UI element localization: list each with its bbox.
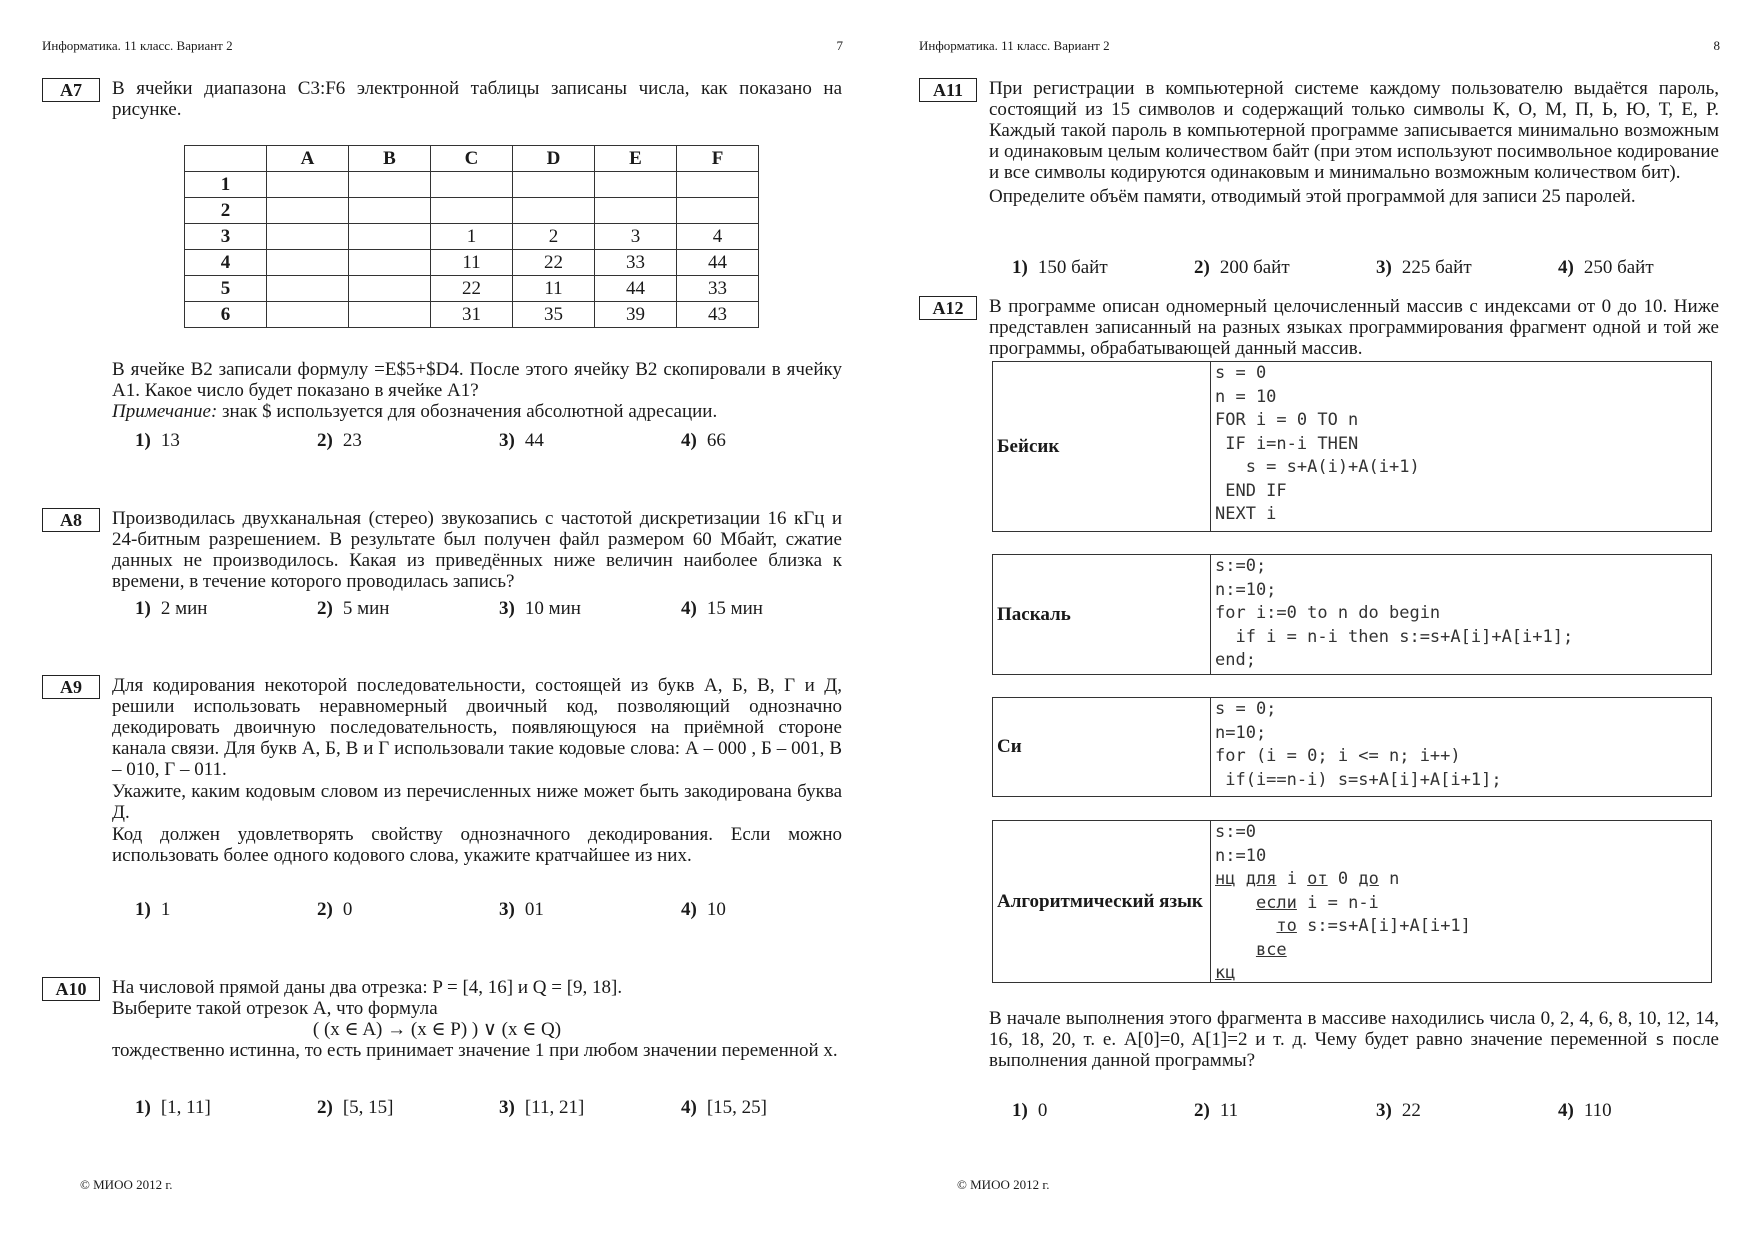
spreadsheet-row bbox=[185, 198, 759, 224]
program-language-label: Алгоритмический язык bbox=[993, 821, 1211, 982]
column-header: A bbox=[267, 146, 349, 172]
spreadsheet-cell bbox=[595, 198, 677, 224]
spreadsheet-cell: 11 bbox=[431, 250, 513, 276]
answers-a7 bbox=[135, 430, 863, 452]
question-a9-p1: Для кодирования некоторой последовательности, состоящей из букв А, Б, В, Г и Д, решили использовать неравномерный двоичный код, позволяющий однозначно декодировать двоичную последовательность, появляющуюся на приёмной стороне канала связи. Для букв А, Б, В и Г использовали такие кодовые слова: А – 000 , Б – 001, В – 010, Г – 011. bbox=[112, 675, 842, 780]
answer-number: 1) bbox=[135, 598, 151, 619]
code-text: i bbox=[1276, 869, 1308, 889]
program-algorithmic bbox=[992, 820, 1712, 983]
question-a9-text bbox=[112, 675, 842, 866]
code-keyword: все bbox=[1255, 939, 1287, 960]
answer-value: 22 bbox=[1401, 1100, 1421, 1121]
question-label-a10: А10 bbox=[42, 977, 100, 1001]
answer-value: [5, 15] bbox=[342, 1097, 394, 1118]
answers-a8 bbox=[135, 598, 863, 620]
question-a7-formula-text: В ячейке B2 записали формулу =E$5+$D4. После этого ячейку B2 скопировали в ячейку A1. Какое число будет показано в ячейке A1? bbox=[112, 359, 842, 401]
spreadsheet-cell bbox=[349, 198, 431, 224]
question-a10-p2: Выберите такой отрезок A, что формула bbox=[112, 998, 438, 1019]
code-text: 0 bbox=[1327, 869, 1359, 889]
spreadsheet-cell bbox=[431, 198, 513, 224]
spreadsheet-cell bbox=[267, 198, 349, 224]
row-header: 5 bbox=[185, 276, 267, 302]
column-header: B bbox=[349, 146, 431, 172]
code-keyword: кц bbox=[1215, 963, 1236, 983]
spreadsheet-row bbox=[185, 250, 759, 276]
page-footer: © МИОО 2012 г. bbox=[80, 1177, 173, 1192]
answer-option bbox=[135, 1097, 317, 1119]
spreadsheet-cell bbox=[349, 276, 431, 302]
answer-value: 110 bbox=[1583, 1100, 1612, 1121]
answer-value: 13 bbox=[160, 430, 180, 451]
answer-option bbox=[1194, 257, 1376, 279]
row-header: 6 bbox=[185, 302, 267, 328]
question-a7-note bbox=[112, 401, 842, 422]
answer-number: 1) bbox=[1012, 1100, 1028, 1121]
code-keyword: нц bbox=[1215, 869, 1236, 889]
question-label-a8: А8 bbox=[42, 508, 100, 532]
question-a11-p2: Определите объём памяти, отводимый этой программой для записи 25 паролей. bbox=[989, 186, 1636, 207]
code-keyword: от bbox=[1307, 869, 1328, 889]
spreadsheet-cell bbox=[349, 172, 431, 198]
answer-number: 4) bbox=[681, 598, 697, 619]
code-line bbox=[1215, 915, 1471, 939]
code-text: i = n-i bbox=[1296, 892, 1379, 913]
spreadsheet-cell: 11 bbox=[513, 276, 595, 302]
program-pascal bbox=[992, 554, 1712, 675]
answer-option bbox=[317, 1097, 499, 1119]
followup-text-end: после выполнения данной программы? bbox=[989, 1029, 1719, 1071]
program-code: s = 0; n=10; for (i = 0; i <= n; i++) if(i==n-i) s=s+A[i]+A[i+1]; bbox=[1215, 699, 1502, 790]
code-keyword: до bbox=[1358, 869, 1379, 889]
answer-value: 225 байт bbox=[1401, 257, 1472, 278]
answer-option bbox=[135, 598, 317, 620]
answer-option bbox=[499, 1097, 681, 1119]
question-a12-followup bbox=[989, 1008, 1719, 1071]
answer-number: 2) bbox=[317, 1097, 333, 1118]
answer-number: 4) bbox=[681, 430, 697, 451]
answer-value: 15 мин bbox=[706, 598, 763, 619]
spreadsheet-header-row bbox=[185, 146, 759, 172]
question-a7-condition bbox=[112, 359, 842, 422]
header-page-number: 7 bbox=[836, 38, 843, 53]
question-a9-p2: Укажите, каким кодовым словом из перечисленных ниже может быть закодирована буква Д. bbox=[112, 781, 842, 823]
question-a7-text: В ячейки диапазона C3:F6 электронной таблицы записаны числа, как показано на рисунке. bbox=[112, 78, 842, 120]
code-keyword: если bbox=[1255, 892, 1297, 913]
spreadsheet-cell bbox=[349, 250, 431, 276]
answer-option bbox=[317, 899, 499, 921]
code-line bbox=[1215, 845, 1471, 869]
spreadsheet-cell bbox=[431, 172, 513, 198]
spreadsheet-cell bbox=[595, 172, 677, 198]
answer-value: 66 bbox=[706, 430, 726, 451]
spreadsheet-cell: 3 bbox=[595, 224, 677, 250]
question-a10-text bbox=[112, 977, 842, 1061]
code-text bbox=[1215, 916, 1276, 936]
code-keyword: для bbox=[1245, 869, 1277, 889]
answers-a12 bbox=[1012, 1100, 1740, 1122]
code-line bbox=[1215, 939, 1471, 963]
answer-number: 1) bbox=[135, 1097, 151, 1118]
answers-a10 bbox=[135, 1097, 863, 1119]
answer-option bbox=[135, 430, 317, 452]
answer-value: 1 bbox=[160, 899, 171, 920]
answer-value: 150 байт bbox=[1037, 257, 1108, 278]
code-text bbox=[1235, 869, 1245, 889]
question-a9-p3: Код должен удовлетворять свойству однозначного декодирования. Если можно использовать более одного кодового слова, укажите кратчайшее из них. bbox=[112, 824, 842, 866]
question-a10-formula: ( (x ∈ A) → (x ∈ P) ) ∨ (x ∈ Q) bbox=[312, 1019, 562, 1040]
spreadsheet-cell: 43 bbox=[677, 302, 759, 328]
row-header: 3 bbox=[185, 224, 267, 250]
answer-option bbox=[1558, 257, 1740, 279]
program-basic bbox=[992, 361, 1712, 532]
note-text: знак $ используется для обозначения абсолютной адресации. bbox=[217, 401, 718, 422]
answer-number: 3) bbox=[499, 430, 515, 451]
answer-value: [11, 21] bbox=[524, 1097, 585, 1118]
answer-number: 4) bbox=[681, 1097, 697, 1118]
spreadsheet-cell: 31 bbox=[431, 302, 513, 328]
column-header: F bbox=[677, 146, 759, 172]
answer-value: 23 bbox=[342, 430, 362, 451]
answer-number: 2) bbox=[317, 899, 333, 920]
answer-option bbox=[499, 899, 681, 921]
header-title: Информатика. 11 класс. Вариант 2 bbox=[42, 38, 233, 53]
answer-number: 4) bbox=[681, 899, 697, 920]
answer-value: 01 bbox=[524, 899, 544, 920]
column-header bbox=[185, 146, 267, 172]
spreadsheet-cell: 22 bbox=[513, 250, 595, 276]
header-title: Информатика. 11 класс. Вариант 2 bbox=[919, 38, 1110, 53]
spreadsheet-cell bbox=[267, 250, 349, 276]
question-a11-p1: При регистрации в компьютерной системе каждому пользователю выдаётся пароль, состоящий из 15 символов и содержащий только символы К, О, М, П, Ь, Ю, Т, Е, Р. Каждый такой пароль в компьютерной программе записывается минимально возможным и одинаковым целым количеством байт (при этом используют посимвольное кодирование и все символы кодируются одинаковым и минимально возможным количеством бит). bbox=[989, 78, 1719, 183]
answer-number: 3) bbox=[499, 899, 515, 920]
answer-value: 0 bbox=[1037, 1100, 1048, 1121]
spreadsheet-cell bbox=[677, 198, 759, 224]
code-text bbox=[1215, 940, 1256, 960]
spreadsheet-cell bbox=[267, 224, 349, 250]
answer-option bbox=[499, 430, 681, 452]
program-language-label: Паскаль bbox=[993, 555, 1211, 674]
question-label-a12: А12 bbox=[919, 296, 977, 320]
spreadsheet-row bbox=[185, 302, 759, 328]
answer-value: 200 байт bbox=[1219, 257, 1290, 278]
code-line bbox=[1215, 821, 1471, 845]
followup-text: В начале выполнения этого фрагмента в массиве находились числа 0, 2, 4, 6, 8, 10, 12, 14, 16, 18, 20, т. е. A[0]=0, A[1]=2 и т. д. Чему будет равно значение переменной bbox=[989, 1008, 1719, 1050]
answer-number: 2) bbox=[317, 598, 333, 619]
spreadsheet-table bbox=[184, 145, 759, 328]
program-code bbox=[1211, 821, 1475, 982]
spreadsheet-row bbox=[185, 276, 759, 302]
answer-number: 2) bbox=[317, 430, 333, 451]
answer-option bbox=[317, 430, 499, 452]
answer-option bbox=[1558, 1100, 1740, 1122]
spreadsheet-row bbox=[185, 224, 759, 250]
spreadsheet-cell bbox=[267, 302, 349, 328]
note-label: Примечание: bbox=[112, 401, 218, 422]
column-header: D bbox=[513, 146, 595, 172]
answer-value: 250 байт bbox=[1583, 257, 1654, 278]
question-a10-p3: тождественно истинна, то есть принимает значение 1 при любом значении переменной х. bbox=[112, 1040, 838, 1061]
answer-option bbox=[135, 899, 317, 921]
right-page bbox=[877, 0, 1754, 1239]
answer-value: [1, 11] bbox=[160, 1097, 211, 1118]
variable-name: s bbox=[1655, 1030, 1665, 1049]
page-header bbox=[919, 38, 1724, 54]
spreadsheet-cell: 33 bbox=[595, 250, 677, 276]
answer-number: 3) bbox=[499, 598, 515, 619]
answer-value: 5 мин bbox=[342, 598, 390, 619]
column-header: C bbox=[431, 146, 513, 172]
code-line bbox=[1215, 892, 1471, 916]
row-header: 1 bbox=[185, 172, 267, 198]
answer-number: 3) bbox=[1376, 257, 1392, 278]
spreadsheet-cell: 2 bbox=[513, 224, 595, 250]
row-header: 2 bbox=[185, 198, 267, 224]
question-a8-text: Производилась двухканальная (стерео) звукозапись с частотой дискретизации 16 кГц и 24-битным разрешением. В результате был получен файл размером 60 Мбайт, сжатие данных не производилось. Какая из приведённых ниже величин наиболее близка к времени, в течение которого проводилась запись? bbox=[112, 508, 842, 592]
spreadsheet-cell: 35 bbox=[513, 302, 595, 328]
program-language-label: Си bbox=[993, 698, 1211, 796]
answers-a9 bbox=[135, 899, 863, 921]
page-header bbox=[42, 38, 847, 54]
spreadsheet-cell bbox=[267, 276, 349, 302]
program-code: s = 0 n = 10 FOR i = 0 TO n IF i=n-i THEN s = s+A(i)+A(i+1) END IF NEXT i bbox=[1215, 363, 1420, 524]
spreadsheet-cell bbox=[349, 302, 431, 328]
answer-option bbox=[1376, 257, 1558, 279]
answer-number: 2) bbox=[1194, 1100, 1210, 1121]
answer-number: 3) bbox=[499, 1097, 515, 1118]
question-a11-text bbox=[989, 78, 1719, 207]
question-label-a11: А11 bbox=[919, 78, 977, 102]
answer-value: 11 bbox=[1219, 1100, 1239, 1121]
answer-option bbox=[1012, 1100, 1194, 1122]
code-text bbox=[1215, 893, 1256, 913]
answer-number: 1) bbox=[135, 899, 151, 920]
spreadsheet-cell: 1 bbox=[431, 224, 513, 250]
answer-option bbox=[1012, 257, 1194, 279]
code-keyword: то bbox=[1276, 916, 1297, 936]
spreadsheet-cell bbox=[513, 198, 595, 224]
answers-a11 bbox=[1012, 257, 1740, 279]
code-line bbox=[1215, 962, 1471, 986]
spreadsheet-cell: 33 bbox=[677, 276, 759, 302]
answer-number: 1) bbox=[1012, 257, 1028, 278]
answer-option bbox=[499, 598, 681, 620]
answer-number: 4) bbox=[1558, 257, 1574, 278]
page-footer: © МИОО 2012 г. bbox=[957, 1177, 1050, 1192]
spreadsheet-cell bbox=[677, 172, 759, 198]
spreadsheet-cell: 22 bbox=[431, 276, 513, 302]
spreadsheet-cell bbox=[267, 172, 349, 198]
program-code: s:=0; n:=10; for i:=0 to n do begin if i = n-i then s:=s+A[i]+A[i+1]; end; bbox=[1215, 556, 1574, 670]
answer-option bbox=[681, 430, 863, 452]
header-page-number: 8 bbox=[1713, 38, 1720, 53]
question-a10-p1: На числовой прямой даны два отрезка: P = [4, 16] и Q = [9, 18]. bbox=[112, 977, 623, 998]
code-text: s:=0 bbox=[1215, 822, 1256, 842]
answer-number: 1) bbox=[135, 430, 151, 451]
question-label-a9: А9 bbox=[42, 675, 100, 699]
spreadsheet-cell: 44 bbox=[677, 250, 759, 276]
answer-option bbox=[681, 598, 863, 620]
spreadsheet-cell bbox=[349, 224, 431, 250]
answer-option bbox=[681, 899, 863, 921]
column-header: E bbox=[595, 146, 677, 172]
answer-value: 2 мин bbox=[160, 598, 208, 619]
answer-option bbox=[1194, 1100, 1376, 1122]
answer-value: 10 мин bbox=[524, 598, 581, 619]
answer-number: 4) bbox=[1558, 1100, 1574, 1121]
spreadsheet-cell: 4 bbox=[677, 224, 759, 250]
question-label-a7: А7 bbox=[42, 78, 100, 102]
spreadsheet-cell bbox=[513, 172, 595, 198]
program-language-label: Бейсик bbox=[993, 362, 1211, 531]
answer-number: 2) bbox=[1194, 257, 1210, 278]
answer-value: [15, 25] bbox=[706, 1097, 767, 1118]
spreadsheet-cell: 44 bbox=[595, 276, 677, 302]
spreadsheet-cell: 39 bbox=[595, 302, 677, 328]
answer-value: 44 bbox=[524, 430, 544, 451]
answer-option bbox=[681, 1097, 863, 1119]
answer-option bbox=[1376, 1100, 1558, 1122]
code-text: n:=10 bbox=[1215, 845, 1267, 866]
answer-option bbox=[317, 598, 499, 620]
answer-value: 0 bbox=[342, 899, 353, 920]
program-c bbox=[992, 697, 1712, 797]
row-header: 4 bbox=[185, 250, 267, 276]
spreadsheet-row bbox=[185, 172, 759, 198]
code-line bbox=[1215, 868, 1471, 892]
code-text: n bbox=[1378, 869, 1400, 889]
question-a12-text: В программе описан одномерный целочисленный массив с индексами от 0 до 10. Ниже представлен записанный на разных языках программирования фрагмент одной и той же программы, обрабатывающей данный массив. bbox=[989, 296, 1719, 359]
answer-value: 10 bbox=[706, 899, 726, 920]
answer-number: 3) bbox=[1376, 1100, 1392, 1121]
code-text: s:=s+A[i]+A[i+1] bbox=[1296, 916, 1471, 936]
